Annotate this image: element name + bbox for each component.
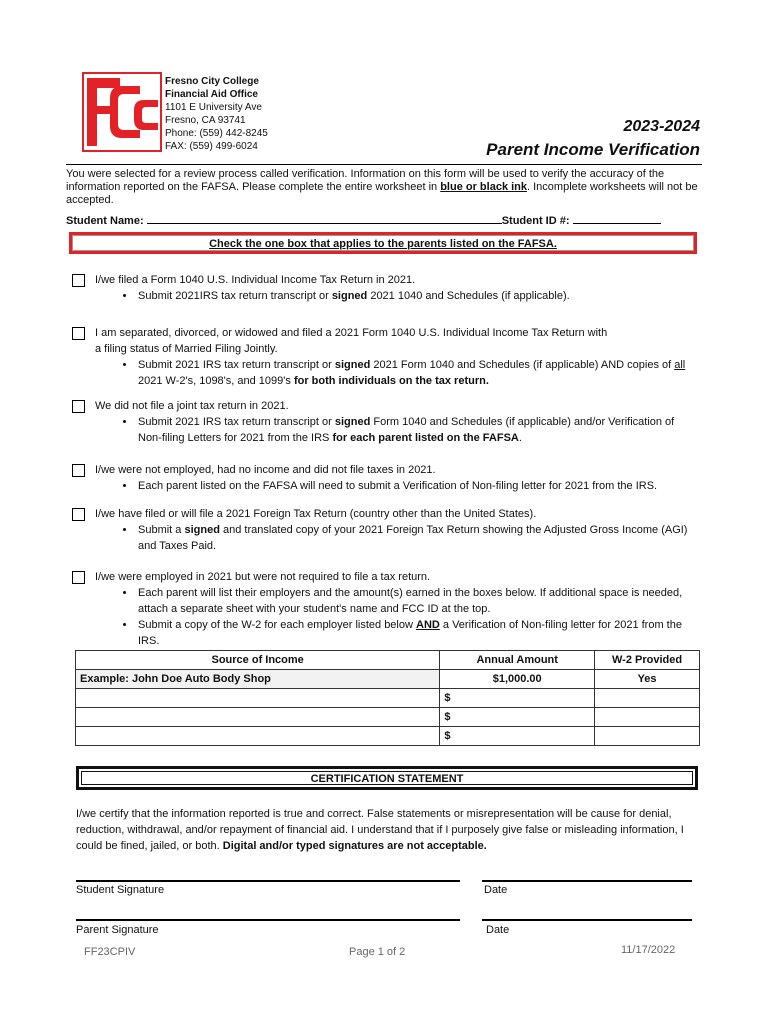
col-header-source: Source of Income <box>76 651 440 670</box>
bullet: • Submit 2021IRS tax return transcript or signed 2021 1040 and Schedules (if applicable). <box>136 288 692 304</box>
student-signature-line[interactable] <box>76 880 460 882</box>
table-row <box>76 708 700 727</box>
col-header-w2: W-2 Provided <box>595 651 700 670</box>
instruction-box <box>69 232 697 254</box>
w2-input[interactable] <box>595 689 700 708</box>
checkbox-option-3[interactable] <box>72 400 85 413</box>
student-id-label: Student ID #: <box>501 215 570 227</box>
student-signature-label: Student Signature <box>76 884 165 896</box>
certification-text: I/we certify that the information reported is true and correct. False statements or misrepresentation will be cause for denial, reduction, withdrawal, and/or repayment of financial aid. I understand that if I purposely give false or misleading information, I could be fined, jailed, or both. Digital and/or typed signatures are not acceptable. <box>76 808 684 852</box>
student-date-line[interactable] <box>482 880 692 882</box>
bullet: • Submit a copy of the W-2 for each employer listed below AND a Verification of Non-filing letter for 2021 from the IRS. <box>136 617 692 649</box>
college-name: Fresno City College <box>165 76 259 87</box>
bullet: • Submit 2021 IRS tax return transcript or signed Form 1040 and Schedules (if applicable) and/or Verification of Non-filing Letters for 2021 from the IRS for each parent listed on the FAFSA. <box>136 414 692 446</box>
parent-signature-label: Parent Signature <box>76 924 159 936</box>
amount-input[interactable]: $ <box>440 727 595 746</box>
certification-header <box>76 766 698 790</box>
bullet: • Each parent will list their employers and the amount(s) earned in the boxes below. If additional space is needed, attach a separate sheet with your student's name and FCC ID at the top. <box>136 585 692 617</box>
source-input[interactable] <box>76 689 440 708</box>
bullet: • Submit 2021 IRS tax return transcript or signed 2021 Form 1040 and Schedules (if applicable) AND copies of all 2021 W-2's, 1098's, and 1099's for both individuals on the tax return. <box>136 357 692 389</box>
checkbox-option-1[interactable] <box>72 274 85 287</box>
option-separated: I am separated, divorced, or widowed and filed a 2021 Form 1040 U.S. Individual Income Tax Return with a filing status of Married Filing Jointly. • Submit 2021 IRS tax return transcript or signed 2021 Form 1040 and Schedules (if applicable) AND copies of all 2021 W-2's, 1098's, and 1099's for both individuals on the tax return. <box>72 325 692 389</box>
checkbox-option-5[interactable] <box>72 508 85 521</box>
option-no-joint-return: We did not file a joint tax return in 2021. • Submit 2021 IRS tax return transcript or signed Form 1040 and Schedules (if applicable) and/or Verification of Non-filing Letters for 2021 from the IRS for each parent listed on the FAFSA. <box>72 398 692 446</box>
revision-date: 11/17/2022 <box>621 944 676 956</box>
checkbox-option-6[interactable] <box>72 571 85 584</box>
form-code: FF23CPIV <box>84 946 136 958</box>
source-input[interactable] <box>76 708 440 727</box>
student-name-label: Student Name: <box>66 215 144 227</box>
col-header-amount: Annual Amount <box>440 651 595 670</box>
student-name-field[interactable] <box>147 213 502 224</box>
office-address <box>165 75 268 153</box>
page-number: Page 1 of 2 <box>349 946 406 958</box>
option-employed-no-return: I/we were employed in 2021 but were not required to file a tax return. • Each parent will list their employers and the amount(s) earned in the boxes below. If additional space is needed, attach a separate sheet with your student's name and FCC ID at the top. • Submit a copy of the W-2 for each employer listed below AND a Verification of Non-filing letter for 2021 from the IRS. <box>72 569 692 649</box>
checkbox-option-2[interactable] <box>72 327 85 340</box>
option-not-employed: I/we were not employed, had no income and did not file taxes in 2021. • Each parent listed on the FAFSA will need to submit a Verification of Non-filing letter for 2021 from the IRS. <box>72 462 692 494</box>
option-1040-filed: I/we filed a Form 1040 U.S. Individual Income Tax Return in 2021. • Submit 2021IRS tax return transcript or signed 2021 1040 and Schedules (if applicable). <box>72 272 692 304</box>
income-table <box>75 650 700 746</box>
student-info-row <box>66 213 702 227</box>
amount-input[interactable]: $ <box>440 689 595 708</box>
parent-signature-line[interactable] <box>76 919 460 921</box>
bullet: • Submit a signed and translated copy of your 2021 Foreign Tax Return showing the Adjusted Gross Income (AGI) and Taxes Paid. <box>136 522 692 554</box>
street-address: 1101 E University Ave <box>165 102 262 113</box>
table-row <box>76 727 700 746</box>
award-year: 2023-2024 <box>623 118 700 135</box>
instruction-text: Check the one box that applies to the parents listed on the FAFSA. <box>72 235 694 251</box>
form-title: Parent Income Verification <box>486 140 700 159</box>
amount-input[interactable]: $ <box>440 708 595 727</box>
header-divider <box>66 164 702 165</box>
example-row: Example: John Doe Auto Body Shop $1,000.00 Yes <box>76 670 700 689</box>
office-name: Financial Aid Office <box>165 89 258 100</box>
option-foreign-return: I/we have filed or will file a 2021 Foreign Tax Return (country other than the United States). • Submit a signed and translated copy of your 2021 Foreign Tax Return showing the Adjusted Gross Income (AGI) and Taxes Paid. <box>72 506 692 554</box>
fcc-logo <box>82 72 162 152</box>
table-row <box>76 689 700 708</box>
bullet: • Each parent listed on the FAFSA will need to submit a Verification of Non-filing letter for 2021 from the IRS. <box>136 478 692 494</box>
phone-number: Phone: (559) 442-8245 <box>165 128 268 139</box>
checkbox-option-4[interactable] <box>72 464 85 477</box>
w2-input[interactable] <box>595 708 700 727</box>
w2-input[interactable] <box>595 727 700 746</box>
intro-paragraph: You were selected for a review process called verification. Information on this form will be used to verify the accuracy of the information reported on the FAFSA. Please complete the entire worksheet in blue or black ink. Incomplete worksheets will not be accepted. <box>66 168 698 206</box>
student-id-field[interactable] <box>573 213 661 224</box>
date-label: Date <box>484 884 508 896</box>
date-label: Date <box>486 924 510 936</box>
parent-date-line[interactable] <box>482 919 692 921</box>
city-address: Fresno, CA 93741 <box>165 115 246 126</box>
fax-number: FAX: (559) 499-6024 <box>165 141 258 152</box>
source-input[interactable] <box>76 727 440 746</box>
certification-title: CERTIFICATION STATEMENT <box>81 771 693 785</box>
